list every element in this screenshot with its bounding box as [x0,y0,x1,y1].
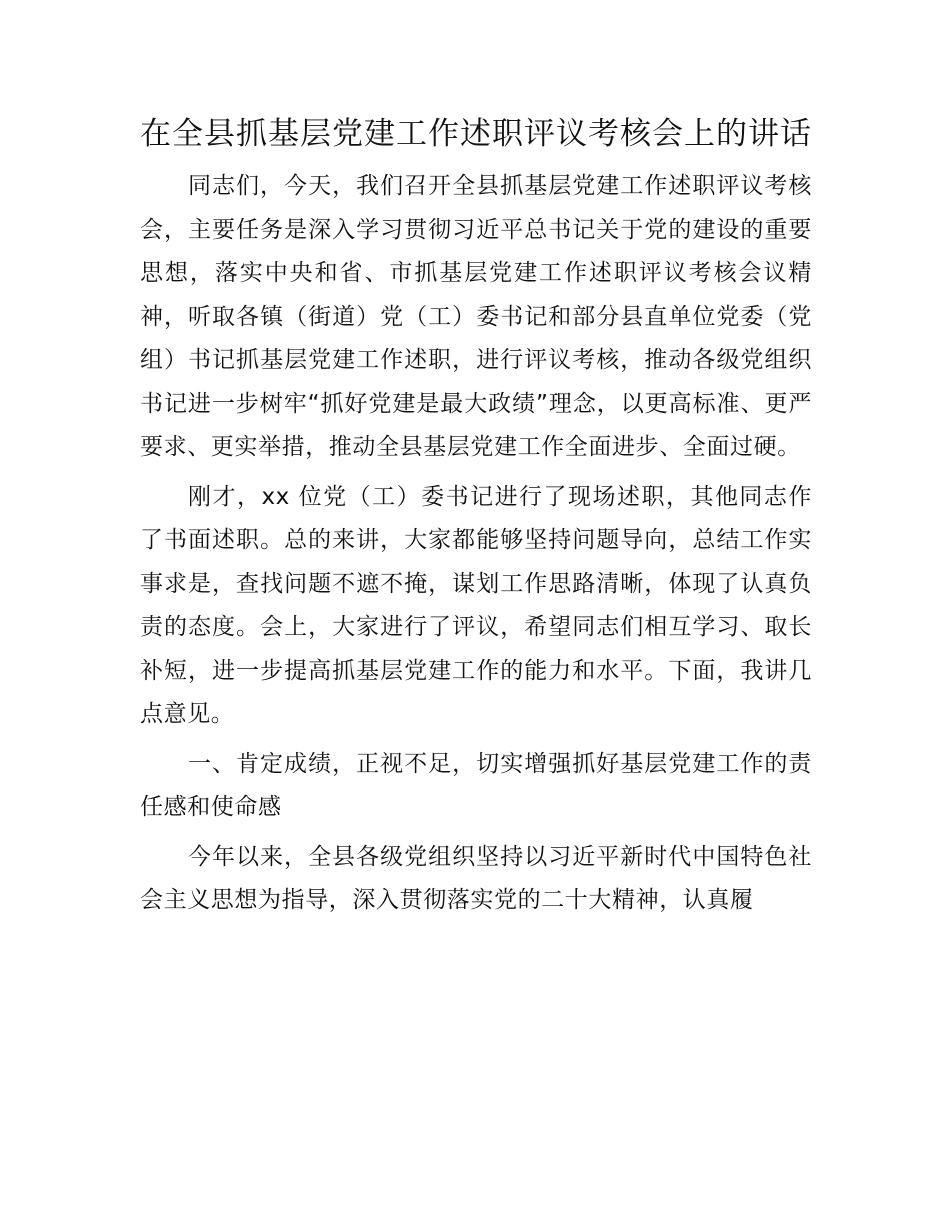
section-heading-1: 一、肯定成绩，正视不足，切实增强抓好基层党建工作的责任感和使命感 [140,750,812,820]
paragraph-opening: 同志们，今天，我们召开全县抓基层党建工作述职评议考核会，主要任务是深入学习贯彻习近平总书记关于党的建设的重要思想，落实中央和省、市抓基层党建工作述职评议考核会议精神，听取各镇（街道）党（工）委书记和部分县直单位党委（党组）书记抓基层党建工作述职，进行评议考核，推动各级党组织书记进一步树牢“抓好党建是最大政绩”理念，以更高标准、更严要求、更实举措，推动全县基层党建工作全面进步、全面过硬。 [140,173,812,460]
paragraph-achievements: 今年以来，全县各级党组织坚持以习近平新时代中国特色社会主义思想为指导，深入贯彻落实党的二十大精神，认真履 [140,843,812,913]
document-body [140,112,812,929]
document-title: 在全县抓基层党建工作述职评议考核会上的讲话 [140,116,812,152]
paragraph-review: 刚才，xx 位党（工）委书记进行了现场述职，其他同志作了书面述职。总的来讲，大家都能够坚持问题导向，总结工作实事求是，查找问题不遮不掩，谋划工作思路清晰，体现了认真负责的态度。会上，大家进行了评议，希望同志们相互学习、取长补短，进一步提高抓基层党建工作的能力和水平。下面，我讲几点意见。 [140,483,812,727]
